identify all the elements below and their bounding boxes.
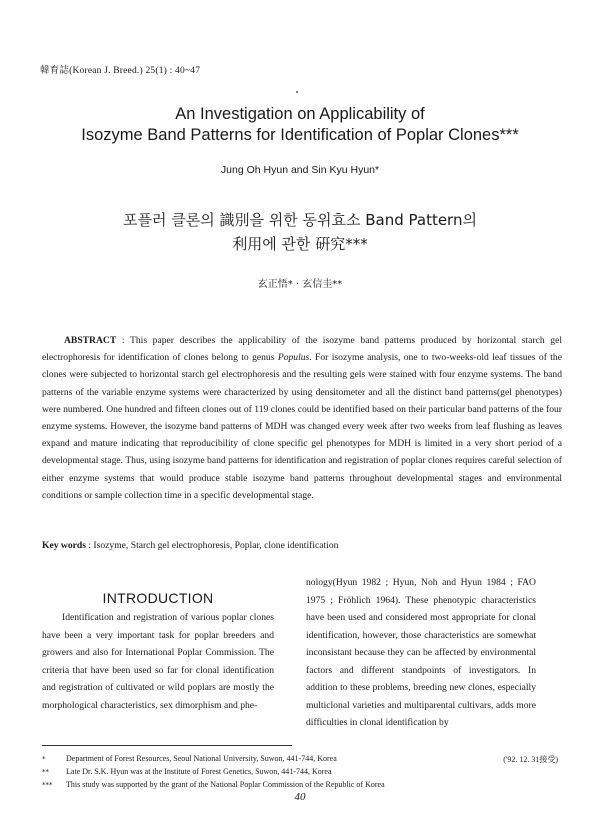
abstract-text-1: : This paper describes the applicability of the isozyme band patterns produced by horizontal starch gel electrophoresis for identification of clones belong to genus <box>42 335 562 364</box>
abstract-genus: Populus <box>277 352 310 364</box>
korean-title-line-2: 利用에 관한 硏究*** <box>232 235 368 253</box>
keywords-text: : Isozyme, Starch gel electrophoresis, Poplar, clone identification <box>85 540 339 551</box>
authors: Jung Oh Hyun and Sin Kyu Hyun* <box>220 164 380 176</box>
footnote-1-text: Department of Forest Resources, Seoul National University, Suwon, 441-744, Korea <box>66 754 337 763</box>
korean-title <box>20 208 580 256</box>
introduction-column-1: Identification and registration of various poplar clones have been a very important task for poplar breeders and growers and also for International Poplar Commission. The criteria that have been used so far for clonal identification and registration of cultivated or wild poplars are mostly the morphological characteristics, sex dimorphism and phe- <box>42 612 274 711</box>
introduction-heading: INTRODUCTION <box>102 590 214 606</box>
keywords-label: Key words <box>42 540 86 551</box>
korean-title-line-1: 포플러 클론의 識別을 위한 동위효소 Band Pattern의 <box>123 211 477 229</box>
page-number: 40 <box>294 791 306 803</box>
keywords <box>42 540 562 551</box>
abstract-label: ABSTRACT <box>64 335 117 346</box>
introduction-column-2: nology(Hyun 1982 ; Hyun, Noh and Hyun 1984 ; FAO 1975 ; Fröhlich 1964). These phenotypic characteristics have been used and considered most appropriate for clonal identification, however, those characteristics are somewhat inconsistant because they can be affected by environmental factors and different standpoints of investigators. In addition to these problems, breeding new clones, especially multiclonal varieties and multiparental cultivars, adds more difficulties in clonal identification by <box>306 577 536 728</box>
journal-citation: 韓育誌(Korean J. Breed.) 25(1) : 40~47 <box>40 66 201 76</box>
footnote-divider <box>42 745 292 746</box>
paper-title <box>30 104 570 146</box>
abstract-text-2: . For isozyme analysis, one to two-weeks-old leaf tissues of the clones were subjected to horizontal starch gel electrophoresis and the resulting gels were stained with four enzyme systems. The band patterns of the variable enzyme systems were characterized by using densitometer and all the distinct band patterns(gel phenotypes) were numbered. One hundred and fifteen clones out of 119 clones could be identified based on their particular band patterns of the four enzyme systems. However, the isozyme band patterns of MDH was changed every week after two weeks from leaf flushing as leaves expand and mature indicating that reproducibility of clone specific gel phenotypes for MDH is limited in a very short period of a developmental stage. Thus, using isozyme band patterns for identification and registration of poplar clones requires careful selection of either enzyme systems that would produce stable isozyme band patterns throughout developmental stages and environmental conditions or sample collection time in a specific developmental stage. <box>42 352 562 501</box>
title-line-2: Isozyme Band Patterns for Identification of Poplar Clones*** <box>81 126 519 144</box>
title-line-1: An Investigation on Applicability of <box>175 105 425 123</box>
abstract <box>42 332 562 504</box>
footnote-2-mark: ** <box>42 768 49 776</box>
korean-authors: 玄正悟* · 玄信圭** <box>257 279 343 290</box>
stray-dot <box>296 91 298 93</box>
footnote-3 <box>42 780 562 789</box>
footnote-2 <box>42 767 562 776</box>
footnote-1 <box>42 754 562 763</box>
received-date: ('92. 12. 31接受) <box>503 755 558 764</box>
footnote-1-mark: * <box>42 755 46 763</box>
footnote-2-text: Late Dr. S.K. Hyun was at the Institute of Forest Genetics, Suwon, 441-744, Korea <box>66 767 332 776</box>
footnote-3-text: This study was supported by the grant of the National Poplar Commission of the Republic of Korea <box>66 780 385 789</box>
footnote-3-mark: *** <box>42 781 53 789</box>
